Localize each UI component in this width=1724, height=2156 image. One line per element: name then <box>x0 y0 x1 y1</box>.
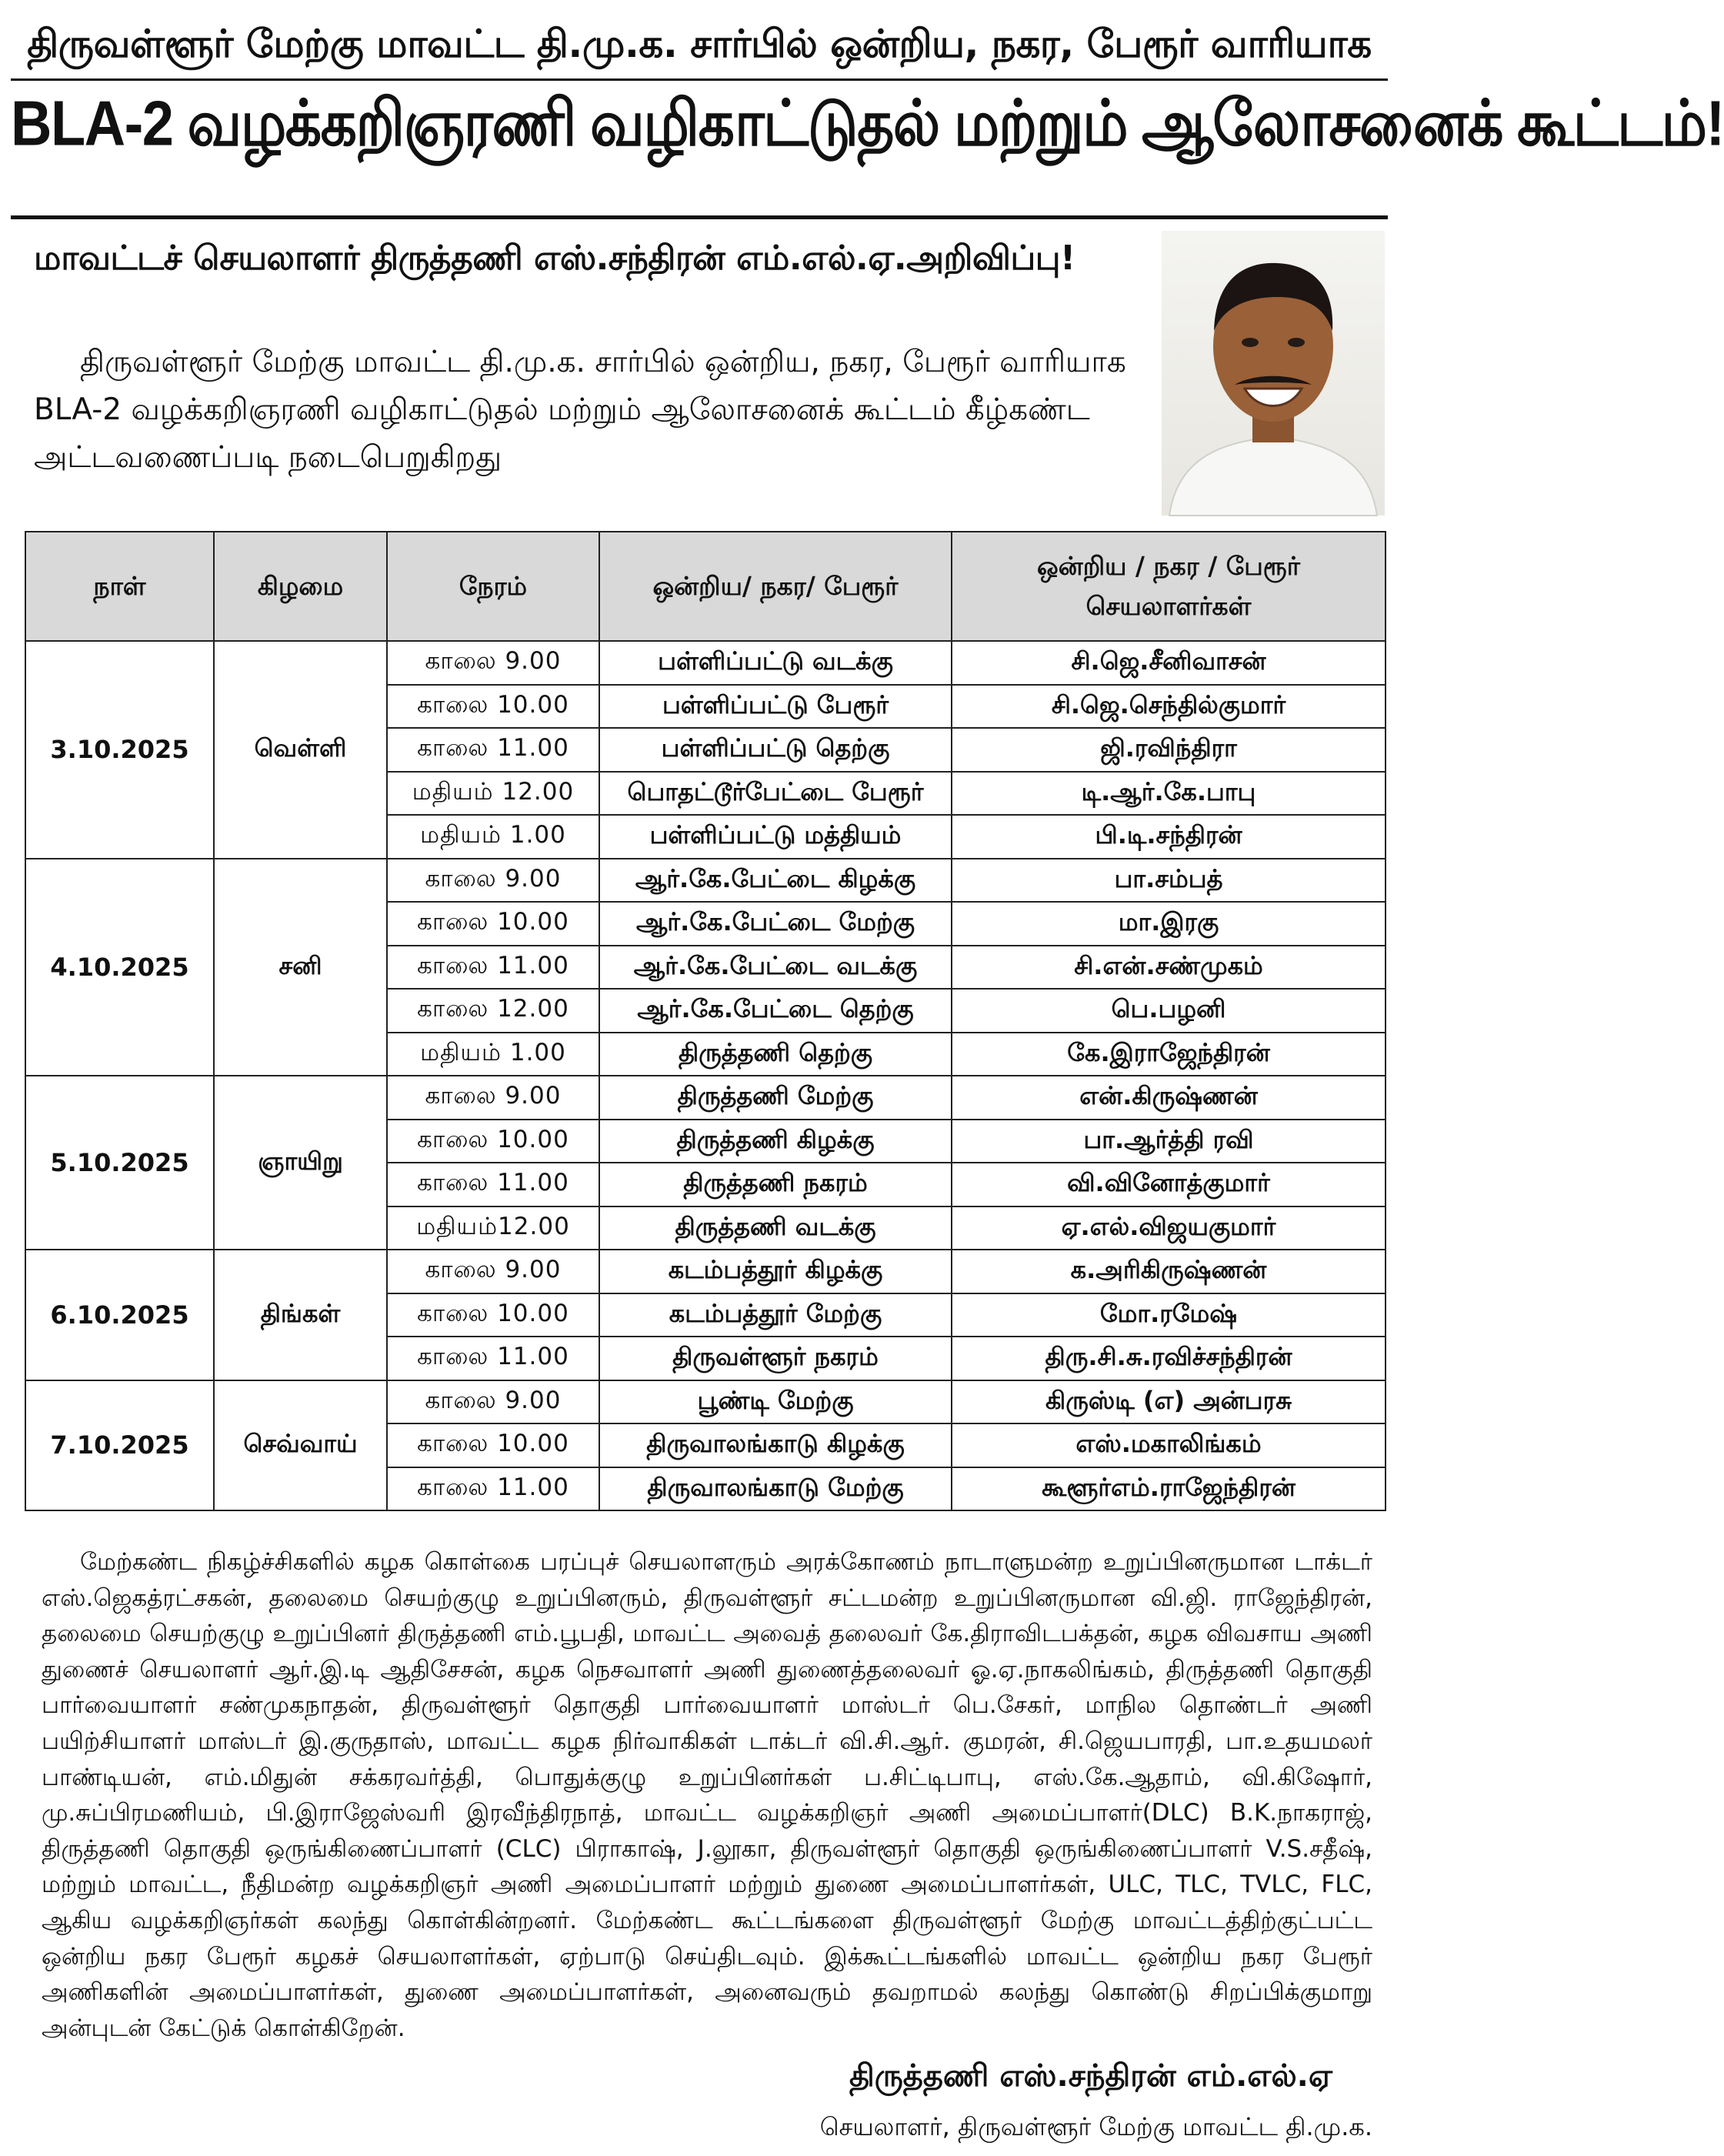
table-row <box>25 641 1386 685</box>
announcement-page <box>11 8 1724 2148</box>
cell-time: காலை 11.00 <box>387 1337 599 1380</box>
header-line-1: திருவள்ளூர் மேற்கு மாவட்ட தி.மு.க. சார்பில் ஒன்றிய, நகர, பேரூர் வாரியாக <box>27 22 1372 66</box>
cell-secretary: எஸ்.மகாலிங்கம் <box>952 1423 1386 1467</box>
cell-secretary: சி.ஜெ.செந்தில்குமார் <box>952 685 1386 729</box>
cell-area: பள்ளிப்பட்டு பேரூர் <box>599 685 952 729</box>
cell-secretary: க.அரிகிருஷ்ணன் <box>952 1250 1386 1293</box>
cell-time: காலை 10.00 <box>387 685 599 729</box>
cell-time: காலை 10.00 <box>387 1120 599 1163</box>
signature-name: திருத்தணி எஸ்.சந்திரன் எம்.எல்.ஏ <box>849 2058 1332 2094</box>
cell-area: திருத்தணி நகரம் <box>599 1163 952 1206</box>
cell-time: காலை 10.00 <box>387 1423 599 1467</box>
cell-secretary: திரு.சி.சு.ரவிச்சந்திரன் <box>952 1337 1386 1380</box>
cell-area: பூண்டி மேற்கு <box>599 1380 952 1424</box>
cell-secretary: என்.கிருஷ்ணன் <box>952 1076 1386 1120</box>
cell-secretary: கூளூர்எம்.ராஜேந்திரன் <box>952 1467 1386 1511</box>
cell-time: காலை 11.00 <box>387 946 599 990</box>
cell-secretary: மா.இரகு <box>952 902 1386 946</box>
table-row <box>25 1380 1386 1424</box>
cell-secretary: பி.டி.சந்திரன் <box>952 815 1386 859</box>
table-header-row <box>25 532 1386 641</box>
cell-time: காலை 9.00 <box>387 1250 599 1293</box>
cell-day: ஞாயிறு <box>214 1076 387 1250</box>
cell-secretary: ஜி.ரவிந்திரா <box>952 728 1386 772</box>
cell-area: ஆர்.கே.பேட்டை வடக்கு <box>599 946 952 990</box>
cell-secretary: பா.ஆர்த்தி ரவி <box>952 1120 1386 1163</box>
cell-day: வெள்ளி <box>214 641 387 859</box>
cell-time: மதியம் 12.00 <box>387 772 599 816</box>
signature-title: செயலாளர், திருவள்ளூர் மேற்கு மாவட்ட தி.மு.க. <box>819 2112 1372 2141</box>
header-area: ஒன்றிய/ நகர/ பேரூர் <box>599 532 952 641</box>
cell-time: மதியம் 1.00 <box>387 815 599 859</box>
header-secretaries: ஒன்றிய / நகர / பேரூர் செயலாளர்கள் <box>952 532 1386 641</box>
cell-area: திருவாலங்காடு மேற்கு <box>599 1467 952 1511</box>
cell-area: திருத்தணி கிழக்கு <box>599 1120 952 1163</box>
schedule-body <box>25 641 1386 1510</box>
cell-date: 5.10.2025 <box>25 1076 214 1250</box>
cell-time: காலை 10.00 <box>387 902 599 946</box>
intro-paragraph: திருவள்ளூர் மேற்கு மாவட்ட தி.மு.க. சார்பில் ஒன்றிய, நகர, பேரூர் வாரியாக BLA-2 வழக்கறிஞரணி வழிகாட்டுதல் மற்றும் ஆலோசனைக் கூட்டம் கீழ்கண்ட அட்டவணைப்படி நடைபெறுகிறது <box>34 345 1126 475</box>
cell-day: சனி <box>214 859 387 1076</box>
cell-time: மதியம்12.00 <box>387 1206 599 1250</box>
schedule-table <box>25 531 1386 1511</box>
cell-area: ஆர்.கே.பேட்டை மேற்கு <box>599 902 952 946</box>
cell-secretary: பா.சம்பத் <box>952 859 1386 903</box>
cell-time: மதியம் 1.00 <box>387 1033 599 1076</box>
cell-area: பொதட்டூர்பேட்டை பேரூர் <box>599 772 952 816</box>
header-divider-thick <box>11 215 1388 219</box>
notes-paragraph: மேற்கண்ட நிகழ்ச்சிகளில் கழக கொள்கை பரப்புச் செயலாளரும் அரக்கோணம் நாடாளுமன்ற உறுப்பினருமான டாக்டர் எஸ்.ஜெகத்ரட்சகன், தலைமை செயற்குழு உறுப்பினரும், திருவள்ளூர் சட்டமன்ற உறுப்பினருமான வி.ஜி. ராஜேந்திரன், தலைமை செயற்குழு உறுப்பினர் திருத்தணி எம்.பூபதி, மாவட்ட அவைத் தலைவர் கே.திராவிடபக்தன், கழக விவசாய அணி துணைச் செயலாளர் ஆர்.இ.டி ஆதிசேசன், கழக நெசவாளர் அணி துணைத்தலைவர் ஓ.ஏ.நாகலிங்கம், திருத்தணி தொகுதி பார்வையாளர் சண்முகநாதன், திருவள்ளூர் தொகுதி பார்வையாளர் மாஸ்டர் பெ.சேகர், மாநில தொண்டர் அணி பயிற்சியாளர் மாஸ்டர் இ.குருதாஸ், மாவட்ட கழக நிர்வாகிகள் டாக்டர் வி.சி.ஆர். குமரன், சி.ஜெயபாரதி, பா.உதயமலர் பாண்டியன், எம்.மிதுன் சக்கரவர்த்தி, பொதுக்குழு உறுப்பினர்கள் ப.சிட்டிபாபு, எஸ்.கே.ஆதாம், வி.கிஷோர், மு.சுப்பிரமணியம், பி.இராஜேஸ்வரி இரவீந்திரநாத், மாவட்ட வழக்கறிஞர் அணி அமைப்பாளர்(DLC) B.K.நாகராஜ், திருத்தணி தொகுதி ஒருங்கிணைப்பாளர் (CLC) பிராகாஷ், J.லூகா, திருவள்ளூர் தொகுதி ஒருங்கிணைப்பாளர் V.S.சதீஷ், மற்றும் மாவட்ட, நீதிமன்ற வழக்கறிஞர் அணி அமைப்பாளர் மற்றும் துணை அமைப்பாளர்கள், ULC, TLC, TVLC, FLC, ஆகிய வழக்கறிஞர்கள் கலந்து கொள்கின்றனர். மேற்கண்ட கூட்டங்களை திருவள்ளூர் மேற்கு மாவட்டத்திற்குட்பட்ட ஒன்றிய நகர பேரூர் கழகச் செயலாளர்கள், ஏற்பாடு செய்திடவும். இக்கூட்டங்களில் மாவட்ட ஒன்றிய நகர பேரூர் அணிகளின் அமைப்பாளர்கள், துணை அமைப்பாளர்கள், அனைவரும் தவறாமல் கலந்து கொண்டு சிறப்பிக்குமாறு அன்புடன் கேட்டுக் கொள்கிறேன். <box>42 1548 1372 2042</box>
cell-date: 4.10.2025 <box>25 859 214 1076</box>
header-divider <box>11 78 1388 81</box>
table-row <box>25 859 1386 903</box>
cell-day: செவ்வாய் <box>214 1380 387 1511</box>
cell-area: கடம்பத்தூர் கிழக்கு <box>599 1250 952 1293</box>
cell-secretary: பெ.பழனி <box>952 989 1386 1033</box>
cell-area: ஆர்.கே.பேட்டை தெற்கு <box>599 989 952 1033</box>
table-row <box>25 1076 1386 1120</box>
cell-date: 6.10.2025 <box>25 1250 214 1380</box>
table-row <box>25 1250 1386 1293</box>
cell-time: காலை 12.00 <box>387 989 599 1033</box>
cell-area: திருவள்ளூர் நகரம் <box>599 1337 952 1380</box>
header-time: நேரம் <box>387 532 599 641</box>
cell-time: காலை 11.00 <box>387 1163 599 1206</box>
cell-secretary: ஏ.எல்.விஜயகுமார் <box>952 1206 1386 1250</box>
cell-time: காலை 11.00 <box>387 728 599 772</box>
cell-area: திருத்தணி மேற்கு <box>599 1076 952 1120</box>
cell-area: கடம்பத்தூர் மேற்கு <box>599 1293 952 1337</box>
cell-time: காலை 11.00 <box>387 1467 599 1511</box>
cell-area: திருத்தணி வடக்கு <box>599 1206 952 1250</box>
cell-time: காலை 9.00 <box>387 1076 599 1120</box>
secretary-photo <box>1162 231 1385 516</box>
cell-time: காலை 9.00 <box>387 859 599 903</box>
portrait-image <box>1162 231 1385 516</box>
cell-date: 7.10.2025 <box>25 1380 214 1511</box>
cell-day: திங்கள் <box>214 1250 387 1380</box>
cell-area: திருவாலங்காடு கிழக்கு <box>599 1423 952 1467</box>
announcement-title: மாவட்டச் செயலாளர் திருத்தணி எஸ்.சந்திரன் எம்.எல்.ஏ.அறிவிப்பு! <box>34 239 1075 278</box>
cell-secretary: வி.வினோத்குமார் <box>952 1163 1386 1206</box>
cell-time: காலை 9.00 <box>387 641 599 685</box>
cell-area: திருத்தணி தெற்கு <box>599 1033 952 1076</box>
cell-date: 3.10.2025 <box>25 641 214 859</box>
cell-time: காலை 10.00 <box>387 1293 599 1337</box>
cell-area: ஆர்.கே.பேட்டை கிழக்கு <box>599 859 952 903</box>
header-day: கிழமை <box>214 532 387 641</box>
cell-area: பள்ளிப்பட்டு மத்தியம் <box>599 815 952 859</box>
cell-area: பள்ளிப்பட்டு தெற்கு <box>599 728 952 772</box>
cell-secretary: கிருஸ்டி (எ) அன்பரசு <box>952 1380 1386 1424</box>
cell-secretary: கே.இராஜேந்திரன் <box>952 1033 1386 1076</box>
header-line-2: BLA-2 வழக்கறிஞரணி வழிகாட்டுதல் மற்றும் ஆலோசனைக் கூட்டம்! <box>11 87 1724 159</box>
cell-secretary: சி.ஜெ.சீனிவாசன் <box>952 641 1386 685</box>
cell-area: பள்ளிப்பட்டு வடக்கு <box>599 641 952 685</box>
cell-secretary: மோ.ரமேஷ் <box>952 1293 1386 1337</box>
cell-secretary: சி.என்.சண்முகம் <box>952 946 1386 990</box>
cell-time: காலை 9.00 <box>387 1380 599 1424</box>
cell-secretary: டி.ஆர்.கே.பாபு <box>952 772 1386 816</box>
header-date: நாள் <box>25 532 214 641</box>
